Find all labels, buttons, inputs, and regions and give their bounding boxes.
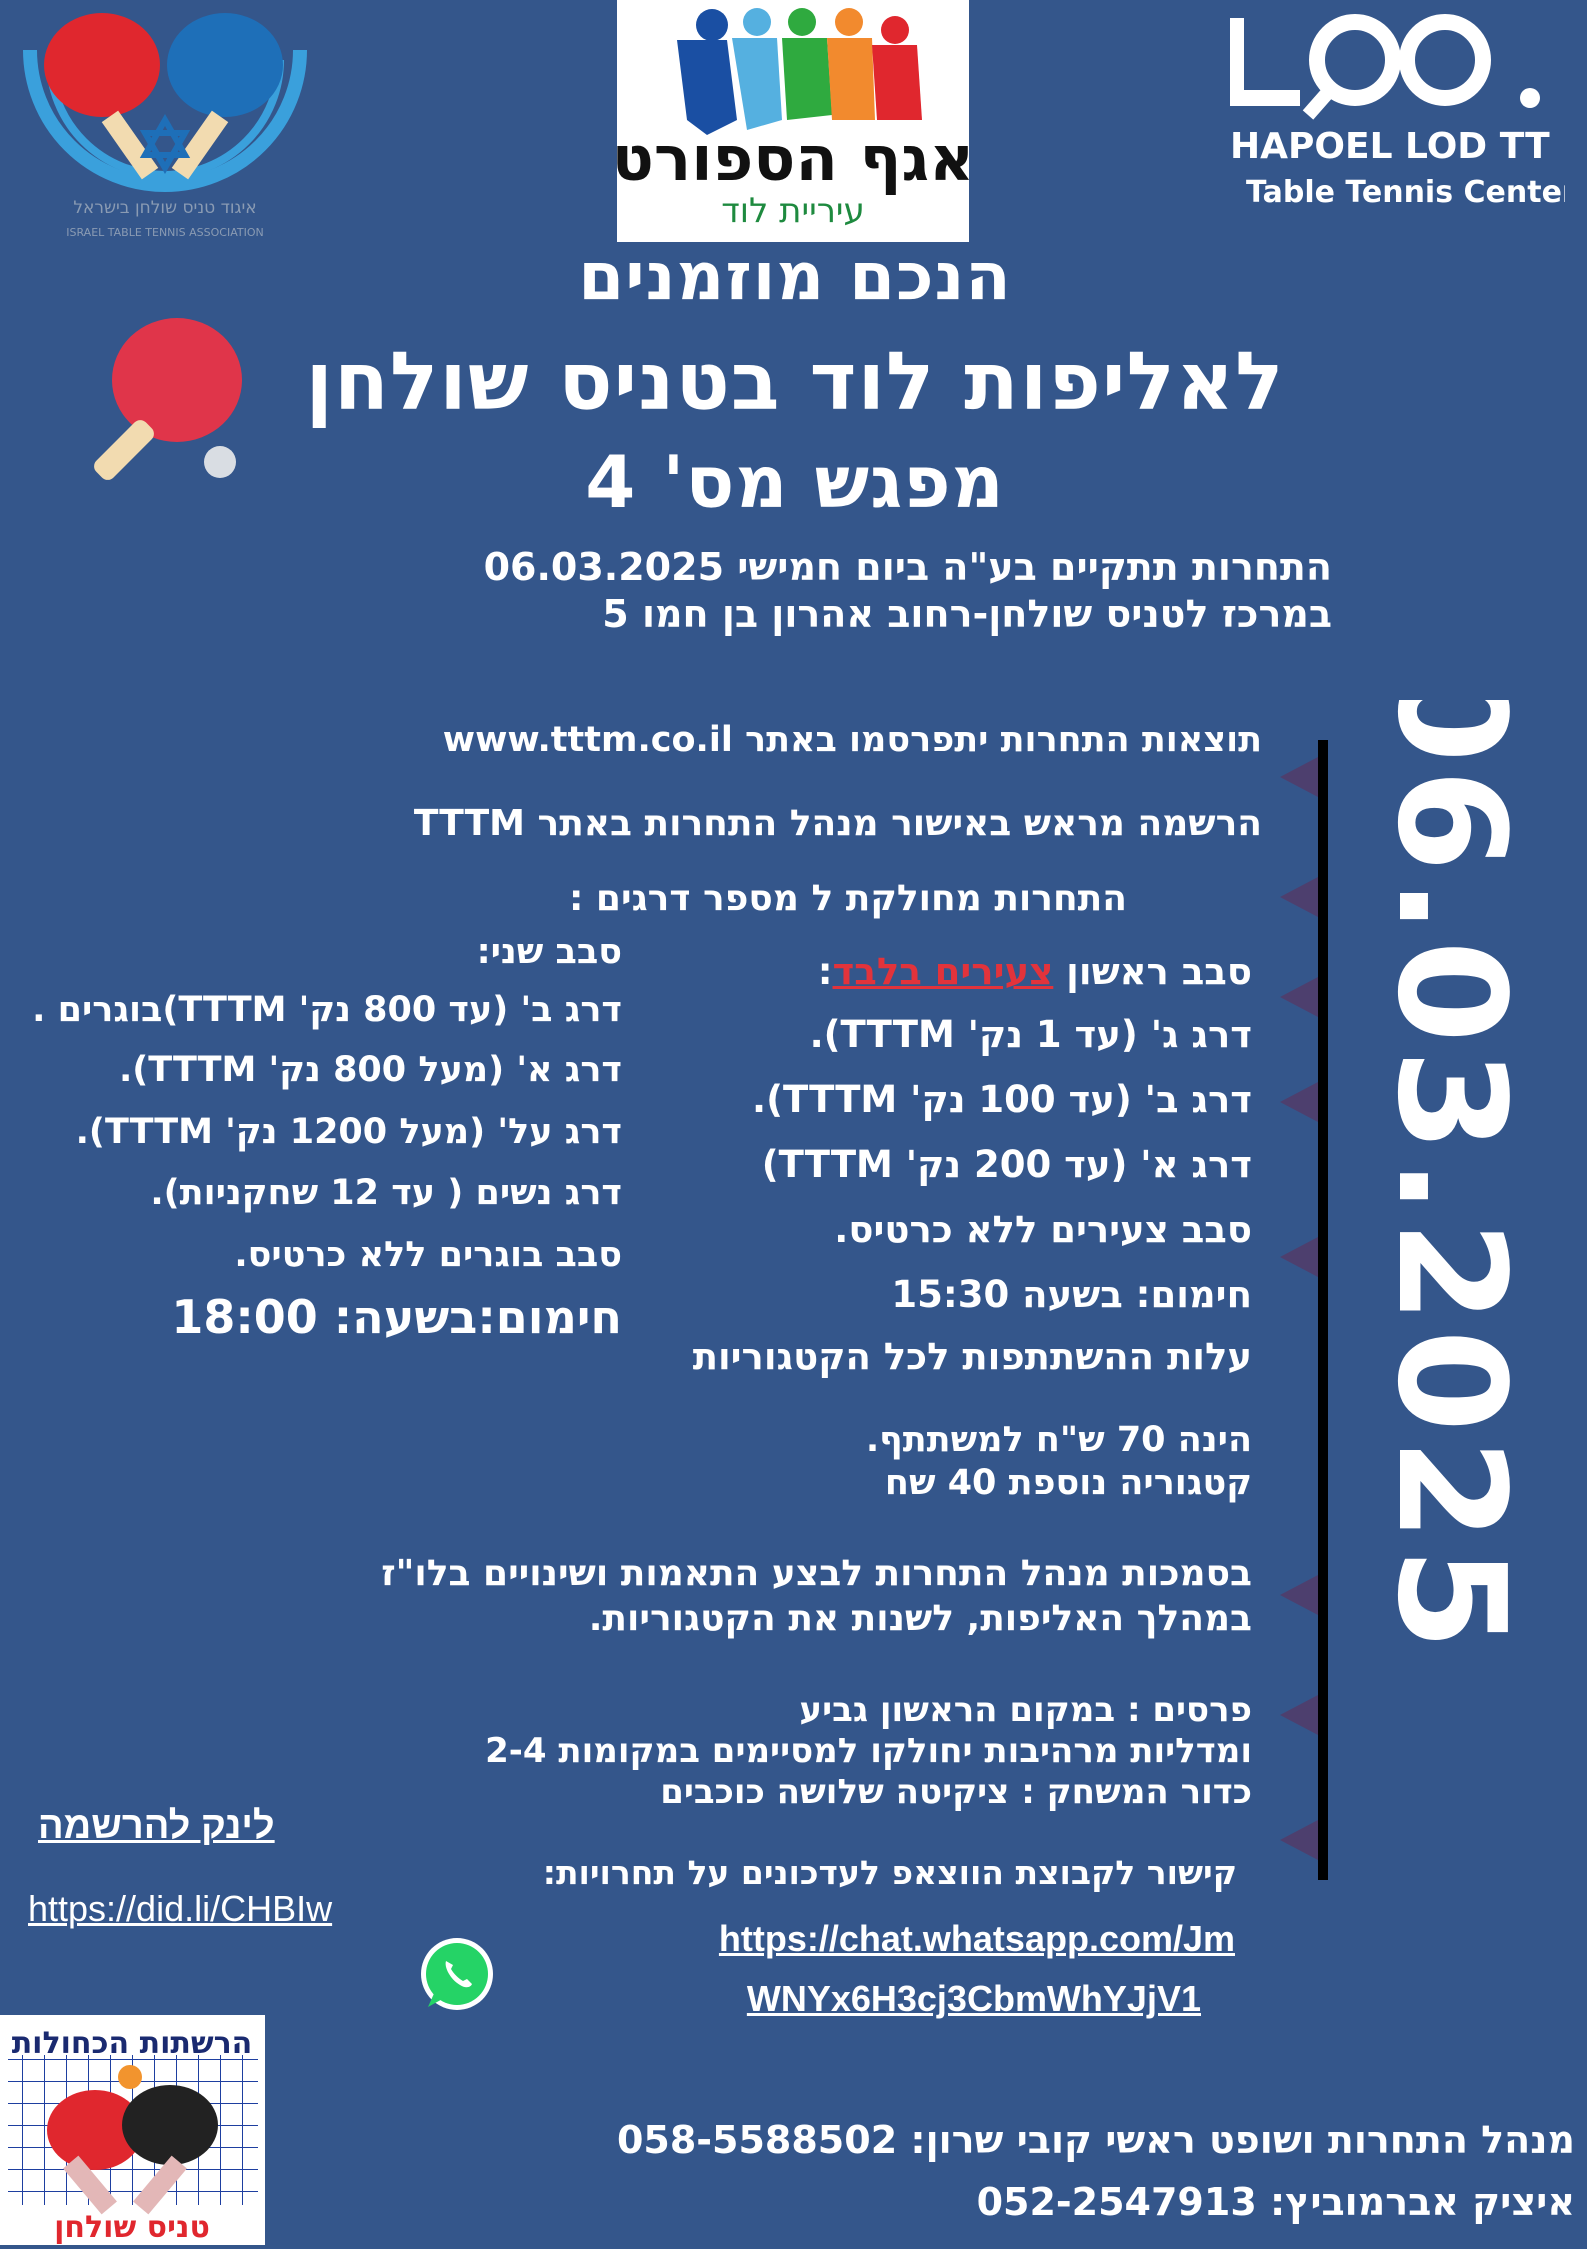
timeline-arrow	[1280, 877, 1318, 917]
left-level-line: דרג א' (מעל 800 נק' TTTM).	[119, 1050, 622, 1090]
round1-suffix: :	[817, 950, 833, 993]
right-level-line: סבב צעירים ללא כרטיס.	[834, 1208, 1252, 1251]
warmup-right-line: חימום: בשעה 15:30	[891, 1273, 1252, 1316]
round1-highlight: צעירים בלבד	[832, 950, 1054, 993]
right-level-line: דרג א' (עד 200 נק' TTTM)	[761, 1143, 1252, 1186]
whatsapp-label: קישור לקבוצת הווצאפ לעדכונים על תחרויות:	[542, 1853, 1237, 1892]
fee-line: הינה 70 ש"ח למשתתף.	[865, 1420, 1252, 1460]
info-date-line: התחרות תתקיים בע"ה ביום חמישי 06.03.2025	[483, 545, 1332, 589]
timeline-arrow	[1280, 977, 1318, 1017]
warmup-left-line: חימום:בשעה: 18:00	[171, 1290, 622, 1344]
lod-logo-line1: HAPOEL LOD TT	[1230, 126, 1550, 167]
right-level-line: דרג ב' (עד 100 נק' TTTM).	[752, 1078, 1252, 1121]
prizes-line: פרסים : במקום הראשון גביע	[799, 1690, 1252, 1730]
sport-logo-title: אגף הספורט	[617, 122, 969, 195]
heading-invited: הנכם מוזמנים	[578, 238, 1012, 315]
prizes-line: כדור המשחק : ציקיטה שלושה כוכבים	[660, 1772, 1252, 1812]
blue-logo-bottom: טניס שולחן	[54, 2210, 210, 2245]
vertical-date	[1382, 700, 1562, 1880]
timeline-line	[1318, 740, 1328, 1880]
blue-networks-logo	[0, 2015, 265, 2245]
contact-line: מנהל התחרות ושופט ראשי קובי שרון: 058-5588502	[616, 2118, 1575, 2162]
hapoel-lod-logo	[1230, 10, 1565, 210]
round1-line	[818, 950, 1252, 993]
blue-logo-top: הרשתות הכחולות	[11, 2026, 253, 2061]
registration-link[interactable]: https://did.li/CHBIw	[28, 1888, 333, 1929]
divided-line: התחרות מחולקת ל מספר דרגים :	[569, 878, 1127, 919]
results-line: תוצאות התחרות יתפרסמו באתר www.tttm.co.il	[442, 720, 1262, 760]
contact-line: איציק אברמוביץ: 052-2547913	[976, 2180, 1575, 2224]
lod-logo-line2: Table Tennis Center	[1246, 175, 1565, 210]
registration-link-label[interactable]: לינק להרשמה	[38, 1805, 275, 1847]
timeline-arrow	[1280, 1237, 1318, 1277]
timeline-arrow	[1280, 1082, 1318, 1122]
sport-logo-subtitle: עיריית לוד	[721, 191, 865, 231]
left-level-line: דרג נשים ( עד 12 שחקניות).	[150, 1173, 622, 1213]
vertical-date-text: 06.03.2025	[1382, 700, 1537, 1657]
left-level-line: סבב בוגרים ללא כרטיס.	[234, 1235, 622, 1275]
timeline-arrow	[1280, 1820, 1318, 1860]
timeline-arrow	[1280, 757, 1318, 797]
timeline-arrow	[1280, 1695, 1318, 1735]
left-level-line: דרג ב' (עד 800 נק' TTTM)בוגרים .	[32, 990, 622, 1030]
whatsapp-link[interactable]: WNYx6H3cj3CbmWhYJjV1	[746, 1978, 1201, 2019]
fee-heading-line: עלות ההשתתפות לכל הקטגוריות	[692, 1335, 1252, 1378]
heading-championship: לאליפות לוד בטניס שולחן	[305, 335, 1285, 428]
sport-department-logo	[617, 0, 969, 242]
itta-logo	[20, 10, 310, 250]
left-level-line: דרג על' (מעל 1200 נק' TTTM).	[75, 1112, 622, 1152]
authority-line: בסמכות מנהל התחרות לבצע התאמות ושינויים בלו"ז	[381, 1553, 1252, 1594]
fee-line: קטגוריה נוספת 40 שח	[884, 1463, 1252, 1503]
authority-line: במהלך האליפות, לשנות את הקטגוריות.	[588, 1598, 1252, 1639]
whatsapp-icon[interactable]	[418, 1935, 496, 2013]
whatsapp-link[interactable]: https://chat.whatsapp.com/Jm	[718, 1918, 1235, 1959]
round2-line: סבב שני:	[476, 932, 622, 972]
timeline-arrow	[1280, 1575, 1318, 1615]
lod-logo-mark: LOO.	[1230, 10, 1233, 11]
prizes-line: ומדליות מרהיבות יחולקו למסיימים במקומות 2-4	[485, 1731, 1252, 1771]
info-address-line: במרכז לטניס שולחן-רחוב אהרון בן חמו 5	[602, 592, 1332, 636]
itta-logo-hebrew: איגוד טניס שולחן בישראל	[73, 198, 257, 218]
itta-logo-english: ISRAEL TABLE TENNIS ASSOCIATION	[66, 226, 264, 239]
heading-meeting-number: מפגש מס' 4	[585, 440, 1005, 524]
registration-line: הרשמה מראש באישור מנהל התחרות באתר TTTM	[413, 803, 1262, 844]
right-level-line: דרג ג' (עד 1 נק' TTTM).	[809, 1013, 1252, 1056]
round1-prefix: סבב ראשון	[1053, 950, 1252, 993]
